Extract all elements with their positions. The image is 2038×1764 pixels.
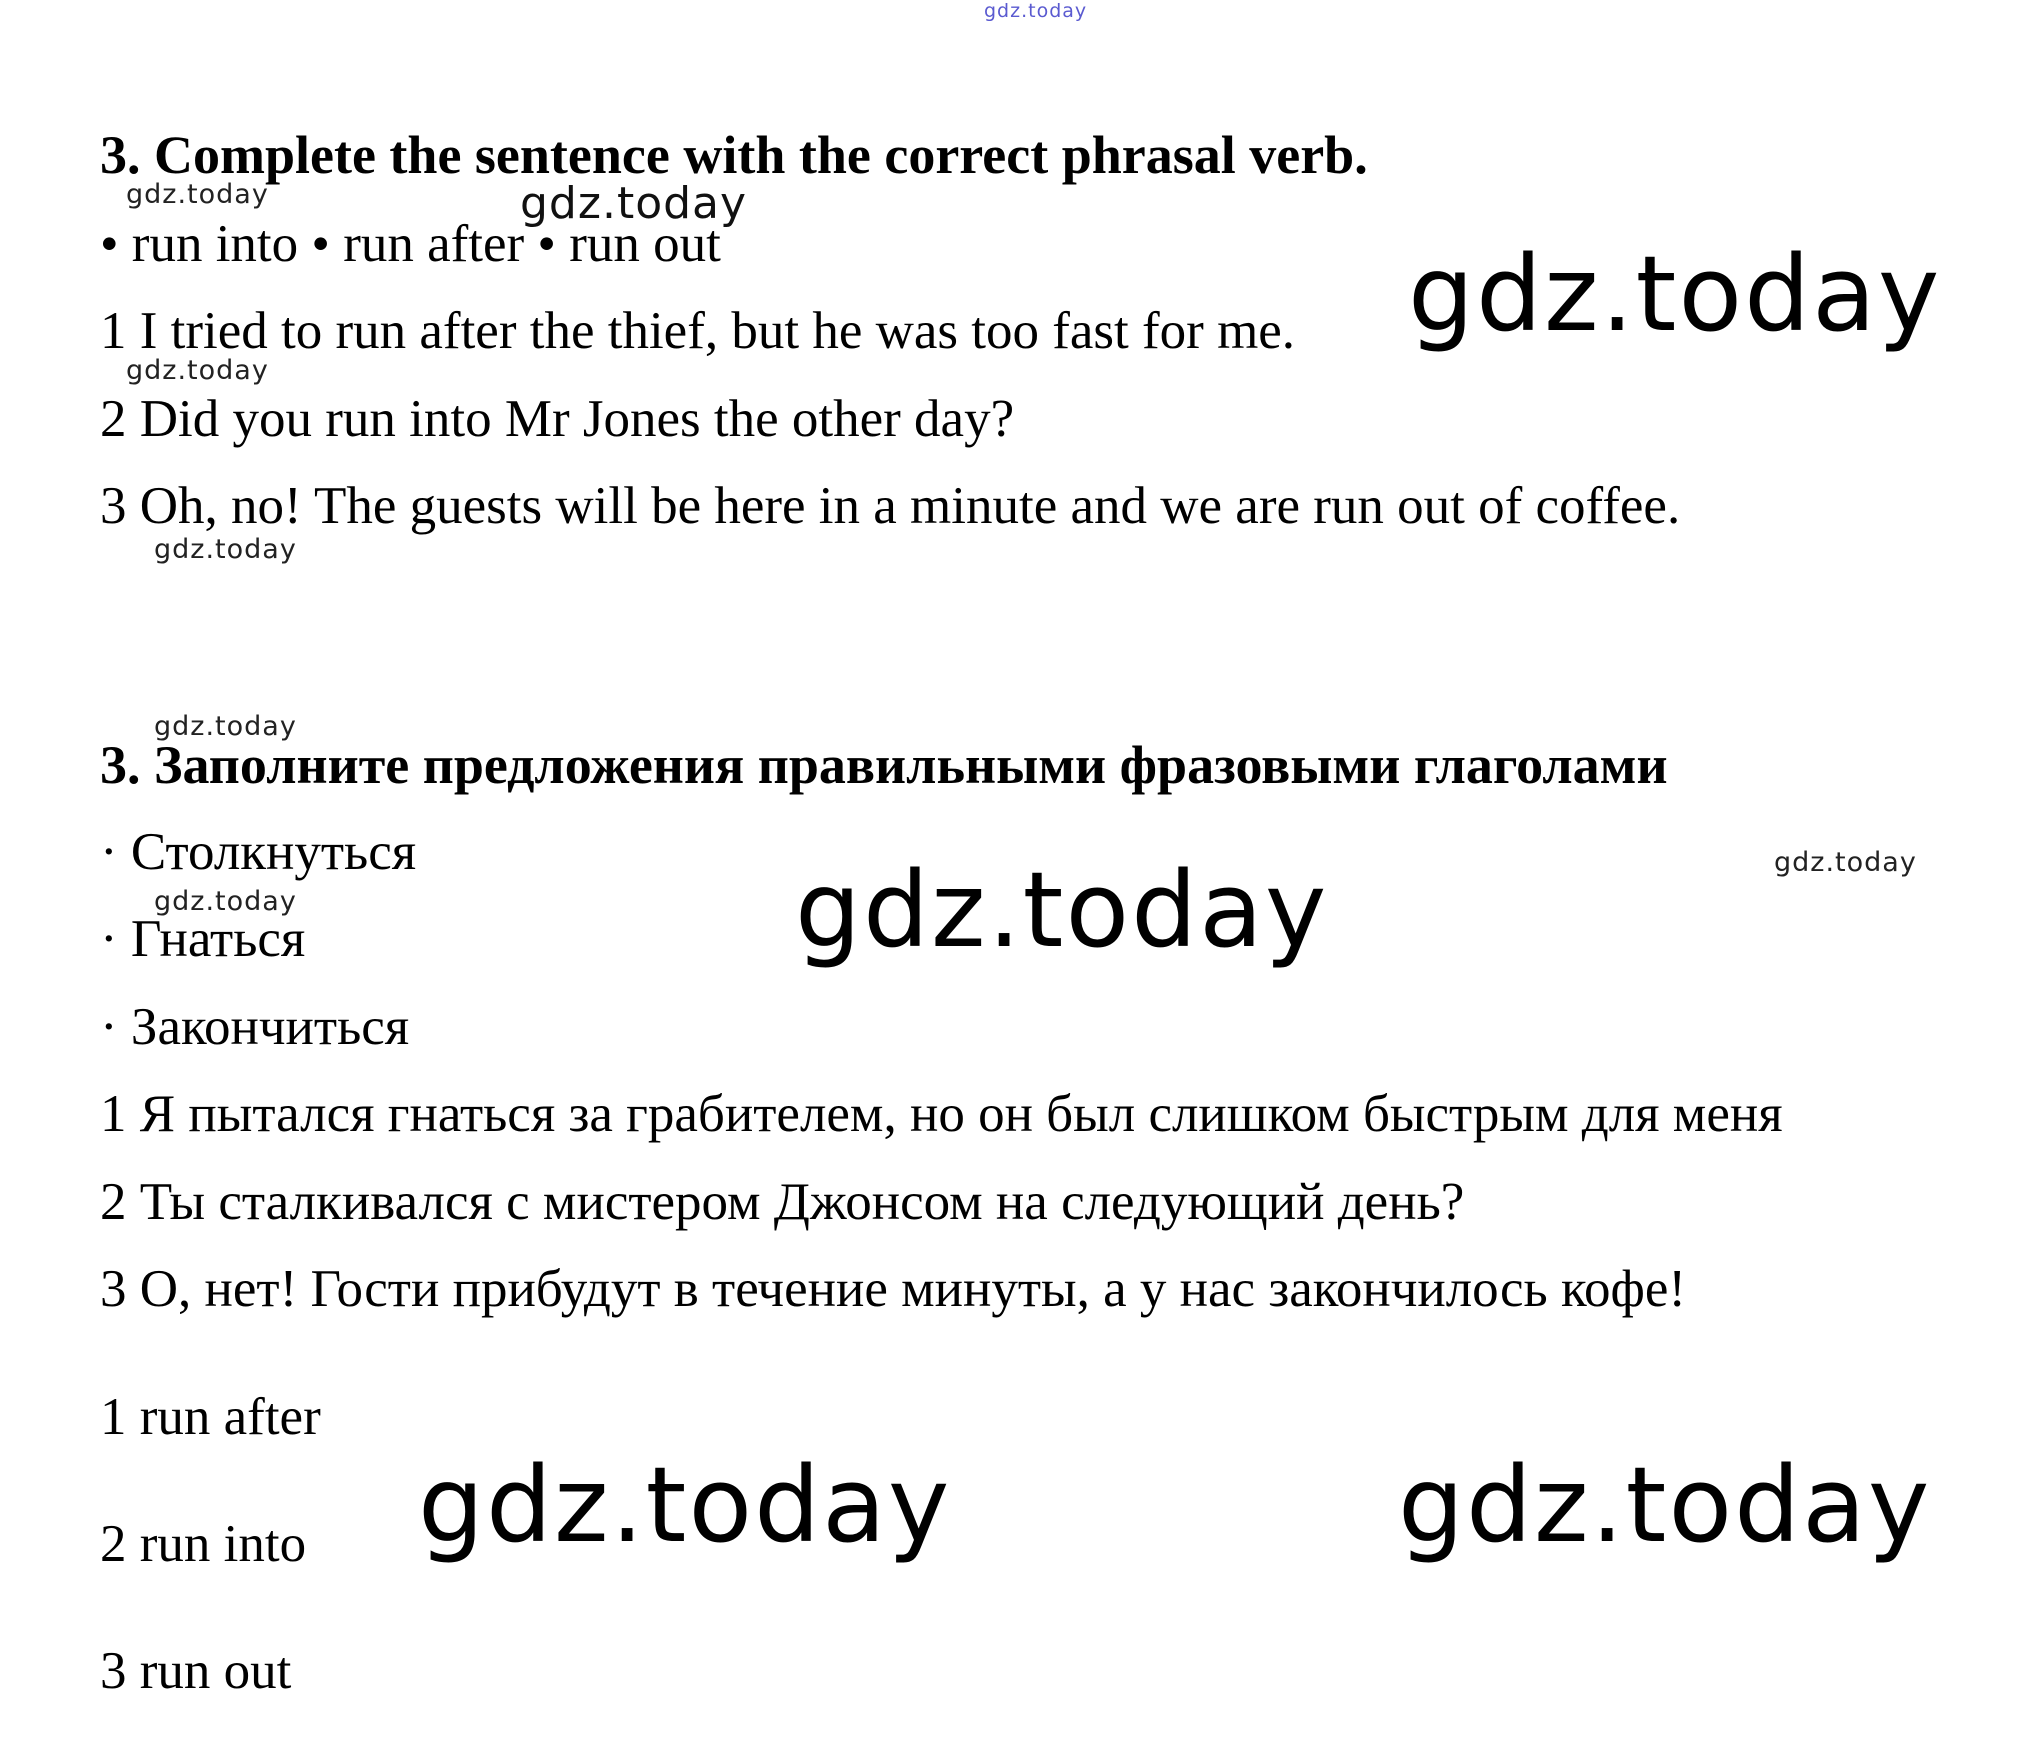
option-russian-1: · Столкнуться (100, 823, 417, 881)
watermark-small: gdz.today (126, 179, 269, 210)
watermark-small: gdz.today (154, 534, 297, 565)
sentence-english-2: 2 Did you run into Mr Jones the other day? (100, 390, 1015, 448)
sentence-english-1: 1 I tried to run after the thief, but he was too fast for me. (100, 302, 1296, 360)
watermark-small: gdz.today (154, 886, 297, 917)
exercise-heading-english: 3. Complete the sentence with the correct phrasal verb. (100, 125, 1368, 185)
watermark-big: gdz.today (418, 1444, 952, 1566)
answer-2: 2 run into (100, 1515, 307, 1573)
watermark-big: gdz.today (1398, 1444, 1932, 1566)
sentence-russian-3: 3 О, нет! Гости прибудут в течение минуты, а у нас закончилось кофе! (100, 1260, 1687, 1318)
sentence-russian-2: 2 Ты сталкивался с мистером Джонсом на следующий день? (100, 1173, 1465, 1231)
watermark-small: gdz.today (154, 711, 297, 742)
watermark-small: gdz.today (126, 355, 269, 386)
sentence-russian-1: 1 Я пытался гнаться за грабителем, но он был слишком быстрым для меня (100, 1085, 1783, 1143)
answer-1: 1 run after (100, 1388, 321, 1446)
option-russian-2: · Гнаться (100, 910, 306, 968)
watermark-small: gdz.today (1774, 847, 1917, 878)
sentence-english-3: 3 Oh, no! The guests will be here in a minute and we are run out of coffee. (100, 477, 1681, 535)
watermark-big: gdz.today (1408, 233, 1942, 355)
watermark-big: gdz.today (795, 849, 1329, 971)
option-russian-3: · Закончиться (100, 998, 410, 1056)
answer-3: 3 run out (100, 1642, 292, 1700)
watermark-top: gdz.today (984, 0, 1088, 22)
options-line-english: • run into • run after • run out (100, 215, 721, 273)
exercise-heading-russian: 3. Заполните предложения правильными фразовыми глаголами (100, 735, 1668, 795)
watermark-mid: gdz.today (520, 178, 748, 229)
